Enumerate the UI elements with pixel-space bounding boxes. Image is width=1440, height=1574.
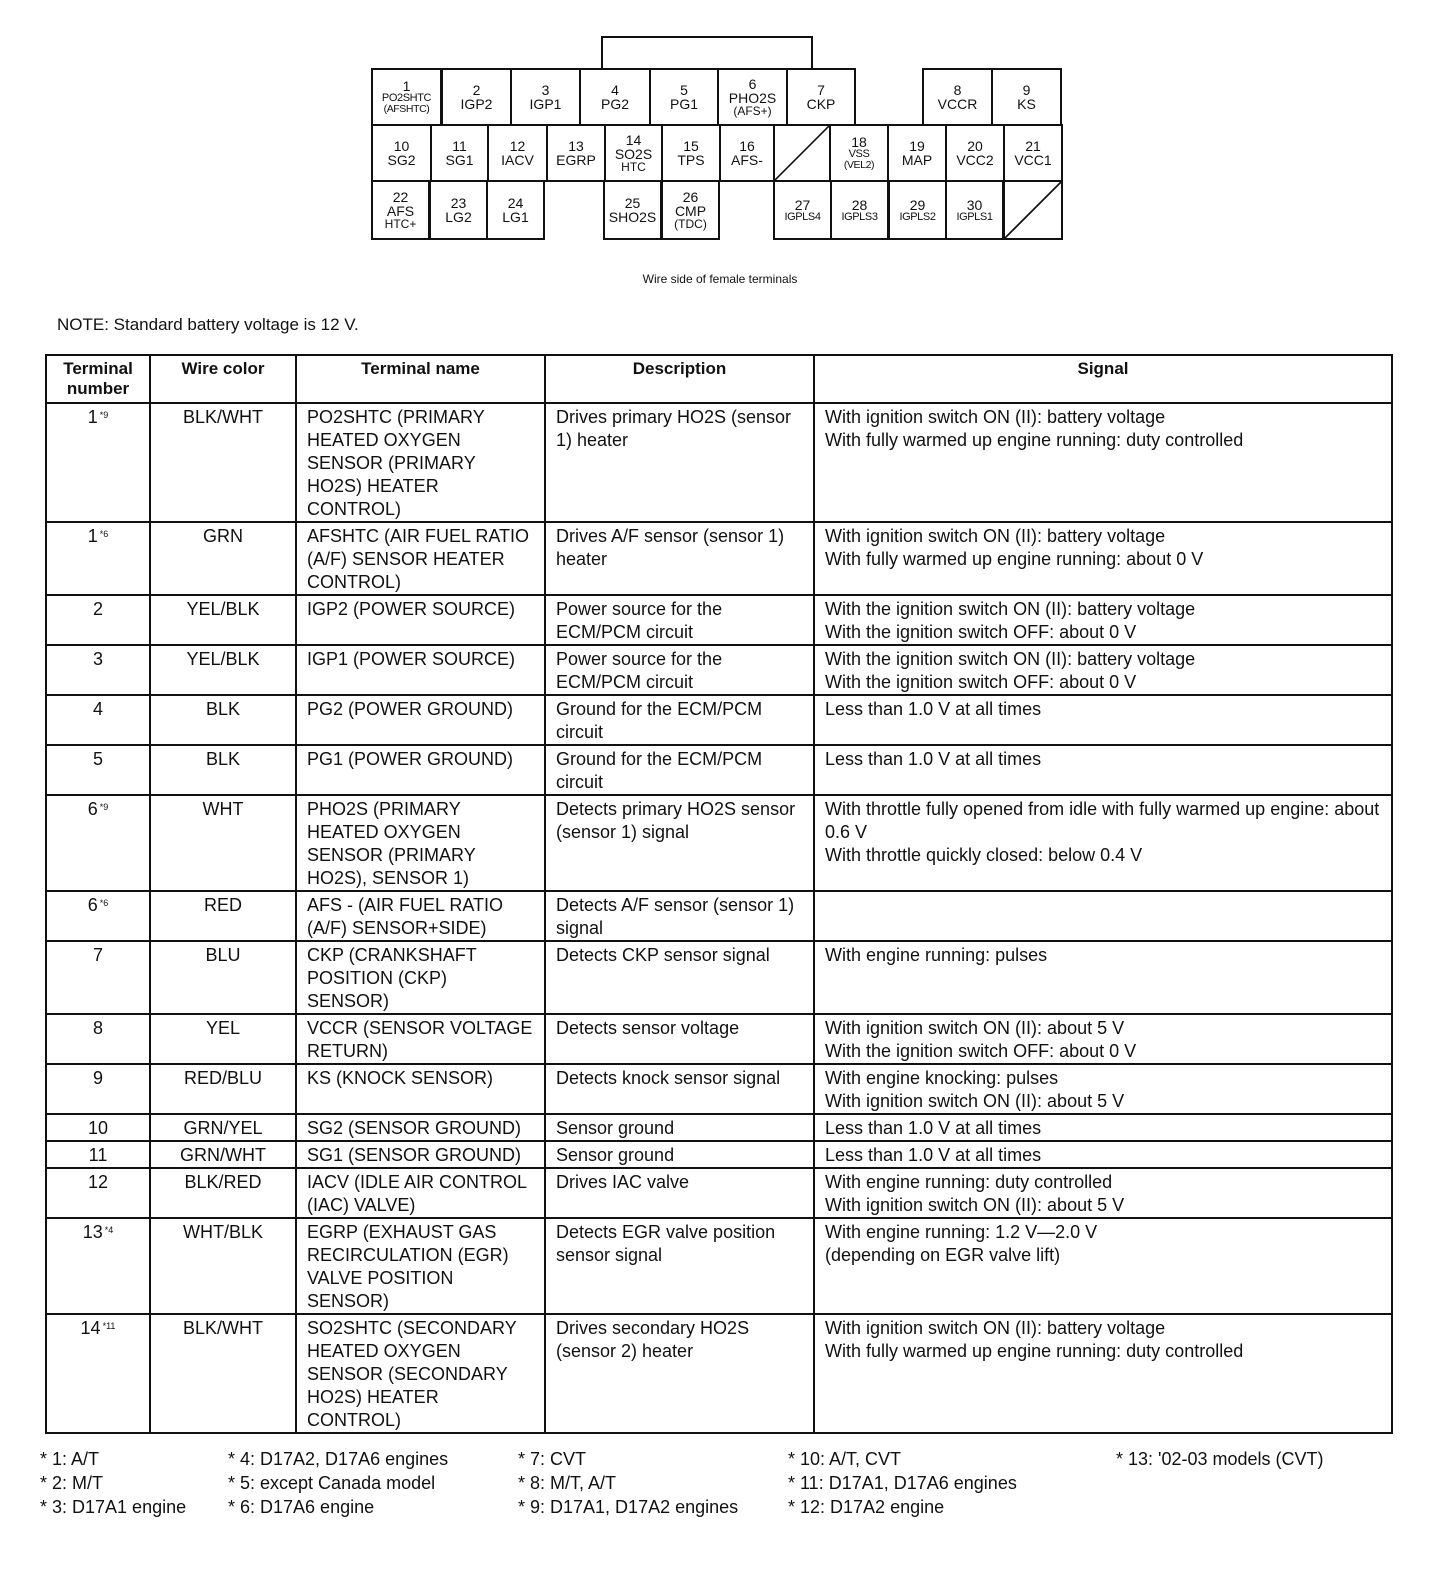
cell-wire-color: WHT: [150, 795, 296, 891]
signal-line: With ignition switch ON (II): battery voltage: [825, 526, 1166, 546]
footnote-item: * 2: M/T: [40, 1473, 104, 1493]
terminal-number-value: 8: [92, 1018, 103, 1038]
cell-signal: [814, 891, 1392, 941]
header-wire-color: Wire color: [150, 355, 296, 403]
cell-description: Power source for the ECM/PCM circuit: [545, 595, 814, 645]
terminal-number-value: 9: [92, 1068, 103, 1088]
terminal-label: IGPLS1: [956, 210, 993, 223]
diagram-caption: Wire side of female terminals: [642, 272, 798, 286]
terminal-number: 26: [682, 189, 699, 205]
signal-line: With fully warmed up engine running: about 0 V: [825, 549, 1204, 569]
connector-terminal-15: [661, 124, 721, 182]
terminal-label: IACV: [501, 152, 534, 168]
footnote-item: * 7: CVT: [518, 1449, 587, 1469]
connector-blank-17: [773, 124, 831, 182]
cell-description: Drives IAC valve: [545, 1168, 814, 1218]
signal-line: Less than 1.0 V at all times: [825, 749, 1042, 769]
footnote-item: * 12: D17A2 engine: [788, 1497, 945, 1517]
connector-terminal-7: [786, 68, 856, 126]
signal-line: With engine running: pulses: [825, 945, 1048, 965]
footnote-mark: *11: [102, 1321, 116, 1331]
cell-wire-color: RED: [150, 891, 296, 941]
terminal-label: HTC: [621, 160, 646, 174]
connector-terminal-6: [717, 68, 788, 126]
terminal-number-value: 2: [92, 599, 103, 619]
terminal-number: 27: [794, 196, 811, 213]
cell-wire-color: RED/BLU: [150, 1064, 296, 1114]
connector-terminal-2: [441, 68, 512, 126]
terminal-number: 20: [967, 138, 983, 154]
cell-signal: [814, 1218, 1392, 1314]
terminal-number: 16: [739, 138, 755, 154]
cell-terminal-name: EGRP (EXHAUST GAS RECIRCULATION (EGR) VALVE POSITION SENSOR): [296, 1218, 545, 1314]
terminal-number-value: 1: [87, 407, 98, 427]
terminal-number-value: 12: [87, 1172, 109, 1192]
cell-terminal-number: [46, 1014, 150, 1064]
connector-terminal-13: [546, 124, 606, 182]
terminal-label: (VEL2): [843, 159, 875, 172]
terminal-number: 10: [393, 138, 410, 154]
connector-terminal-5: [649, 68, 719, 126]
cell-wire-color: YEL/BLK: [150, 595, 296, 645]
cell-terminal-number: [46, 695, 150, 745]
table-row: [46, 1064, 1392, 1114]
header-terminal-number: Terminal number: [46, 355, 150, 403]
footnote-item: * 1: A/T: [40, 1449, 100, 1469]
table-row: [46, 522, 1392, 595]
cell-signal: [814, 1014, 1392, 1064]
terminal-number: 11: [452, 138, 467, 154]
terminal-label: IGPLS4: [784, 210, 821, 223]
cell-terminal-name: SO2SHTC (SECONDARY HEATED OXYGEN SENSOR (SECONDARY HO2S) HEATER CONTROL): [296, 1314, 545, 1433]
cell-description: Sensor ground: [545, 1114, 814, 1141]
connector-blank-31: [1003, 180, 1063, 240]
connector-terminal-9: [991, 68, 1062, 126]
connector-terminal-27: [773, 180, 832, 240]
connector-terminal-18: [829, 124, 889, 182]
terminal-label: CKP: [806, 96, 836, 112]
footnote-mark: *6: [99, 898, 109, 908]
cell-terminal-name: CKP (CRANKSHAFT POSITION (CKP) SENSOR): [296, 941, 545, 1014]
cell-description: Detects A/F sensor (sensor 1) signal: [545, 891, 814, 941]
cell-signal: [814, 745, 1392, 795]
terminal-number: 22: [392, 189, 409, 205]
cell-terminal-name: KS (KNOCK SENSOR): [296, 1064, 545, 1114]
table-row: [46, 1314, 1392, 1433]
cell-terminal-number: [46, 941, 150, 1014]
footnote-item: * 8: M/T, A/T: [518, 1473, 617, 1493]
terminal-number: 2: [472, 82, 481, 98]
terminal-number-value: 14: [80, 1318, 101, 1338]
terminal-label: (TDC): [674, 217, 707, 231]
cell-wire-color: BLK/WHT: [150, 403, 296, 522]
signal-line: (depending on EGR valve lift): [825, 1245, 1061, 1265]
terminal-label: IGP2: [460, 96, 493, 112]
footnote-item: * 9: D17A1, D17A2 engines: [518, 1497, 739, 1517]
terminal-label: IGPLS2: [899, 210, 936, 223]
cell-wire-color: BLK: [150, 745, 296, 795]
cell-description: Detects CKP sensor signal: [545, 941, 814, 1014]
cell-signal: [814, 522, 1392, 595]
cell-terminal-name: SG1 (SENSOR GROUND): [296, 1141, 545, 1168]
terminal-label: VSS: [848, 148, 870, 161]
signal-line: With ignition switch ON (II): battery voltage: [825, 1318, 1166, 1338]
cell-description: Drives primary HO2S (sensor 1) heater: [545, 403, 814, 522]
cell-wire-color: BLK/RED: [150, 1168, 296, 1218]
terminal-label: SG2: [387, 152, 416, 168]
table-row: [46, 891, 1392, 941]
signal-line: With the ignition switch ON (II): battery voltage: [825, 599, 1196, 619]
connector-terminal-14: [604, 124, 663, 182]
cell-terminal-name: SG2 (SENSOR GROUND): [296, 1114, 545, 1141]
cell-terminal-number: [46, 1141, 150, 1168]
terminal-label: VCC1: [1014, 152, 1052, 168]
cell-terminal-name: PG2 (POWER GROUND): [296, 695, 545, 745]
cell-terminal-name: VCCR (SENSOR VOLTAGE RETURN): [296, 1014, 545, 1064]
cell-description: Drives A/F sensor (sensor 1) heater: [545, 522, 814, 595]
footnote-item: * 11: D17A1, D17A6 engines: [788, 1473, 1017, 1493]
terminal-number: 3: [541, 82, 550, 98]
table-row: [46, 595, 1392, 645]
connector-terminal-21: [1003, 124, 1063, 182]
footnote-item: * 10: A/T, CVT: [788, 1449, 902, 1469]
connector-terminal-24: [486, 180, 545, 240]
cell-terminal-name: AFS - (AIR FUEL RATIO (A/F) SENSOR+SIDE): [296, 891, 545, 941]
terminal-label: SG1: [445, 152, 474, 168]
cell-signal: [814, 795, 1392, 891]
signal-line: With the ignition switch ON (II): battery voltage: [825, 649, 1196, 669]
cell-wire-color: YEL: [150, 1014, 296, 1064]
table-row: [46, 1141, 1392, 1168]
cell-terminal-name: IGP2 (POWER SOURCE): [296, 595, 545, 645]
cell-signal: [814, 403, 1392, 522]
signal-line: With the ignition switch OFF: about 0 V: [825, 622, 1137, 642]
connector-terminal-11: [430, 124, 489, 182]
terminal-number: 28: [851, 196, 868, 213]
connector-terminal-19: [887, 124, 947, 182]
terminal-label: (AFS+): [733, 104, 772, 118]
terminal-label: EGRP: [556, 152, 596, 168]
connector-terminal-22: [371, 180, 430, 240]
cell-description: Detects primary HO2S sensor (sensor 1) signal: [545, 795, 814, 891]
terminal-label: CMP: [674, 203, 707, 219]
footnotes: [40, 1448, 1400, 1528]
cell-terminal-number: [46, 1168, 150, 1218]
terminal-label: VCC2: [956, 152, 994, 168]
table-row: [46, 1218, 1392, 1314]
footnote-mark: *6: [99, 529, 109, 539]
terminal-label: SO2S: [614, 146, 653, 162]
terminal-number-value: 1: [87, 526, 98, 546]
terminal-number-value: 13: [82, 1222, 103, 1242]
terminal-label: IGPLS3: [841, 210, 878, 223]
connector-terminal-16: [719, 124, 775, 182]
cell-wire-color: GRN/YEL: [150, 1114, 296, 1141]
cell-terminal-name: PHO2S (PRIMARY HEATED OXYGEN SENSOR (PRIMARY HO2S), SENSOR 1): [296, 795, 545, 891]
terminal-number: 1: [402, 78, 411, 95]
connector-terminal-30: [945, 180, 1004, 240]
signal-line: With throttle quickly closed: below 0.4 V: [825, 845, 1143, 865]
terminal-number: 18: [851, 134, 867, 151]
terminal-label: AFS: [386, 203, 415, 219]
cell-terminal-name: PG1 (POWER GROUND): [296, 745, 545, 795]
signal-line: With ignition switch ON (II): about 5 V: [825, 1018, 1125, 1038]
signal-line: With ignition switch ON (II): battery voltage: [825, 407, 1166, 427]
terminal-label: AFS-: [731, 152, 763, 168]
signal-line: With engine running: 1.2 V—2.0 V: [825, 1222, 1098, 1242]
header-description: Description: [545, 355, 814, 403]
table-row: [46, 745, 1392, 795]
cell-wire-color: GRN: [150, 522, 296, 595]
terminal-number: 4: [611, 82, 619, 98]
signal-line: With fully warmed up engine running: duty controlled: [825, 1341, 1244, 1361]
cell-signal: [814, 1314, 1392, 1433]
battery-voltage-note: NOTE: Standard battery voltage is 12 V.: [57, 315, 359, 334]
terminal-label: HTC+: [384, 217, 417, 231]
cell-description: Power source for the ECM/PCM circuit: [545, 645, 814, 695]
terminal-number-value: 6: [87, 895, 98, 915]
cell-terminal-number: [46, 1218, 150, 1314]
terminal-number: 7: [817, 82, 825, 98]
footnote-item: * 3: D17A1 engine: [40, 1497, 187, 1517]
cell-terminal-number: [46, 745, 150, 795]
cell-terminal-name: IGP1 (POWER SOURCE): [296, 645, 545, 695]
terminal-number: 29: [909, 196, 926, 213]
terminal-label: IGP1: [529, 96, 562, 112]
cell-terminal-name: IACV (IDLE AIR CONTROL (IAC) VALVE): [296, 1168, 545, 1218]
cell-wire-color: BLK/WHT: [150, 1314, 296, 1433]
signal-line: With the ignition switch OFF: about 0 V: [825, 1041, 1137, 1061]
footnote-mark: *9: [99, 410, 109, 420]
terminal-label: PG1: [669, 96, 698, 112]
cell-signal: [814, 1114, 1392, 1141]
terminal-number-value: 6: [87, 799, 98, 819]
signal-line: With throttle fully opened from idle with fully warmed up engine: about 0.6 V: [825, 799, 1380, 842]
terminal-label: TPS: [677, 152, 705, 168]
cell-terminal-number: [46, 1114, 150, 1141]
connector-terminal-25: [603, 180, 662, 240]
terminal-label: PHO2S: [728, 90, 777, 106]
table-row: [46, 645, 1392, 695]
connector-lock-tab: [601, 36, 813, 69]
terminal-number: 13: [568, 138, 584, 154]
terminal-number-value: 3: [92, 649, 103, 669]
terminal-label: SHO2S: [608, 209, 657, 225]
terminal-number: 24: [507, 195, 524, 211]
cell-terminal-name: AFSHTC (AIR FUEL RATIO (A/F) SENSOR HEATER CONTROL): [296, 522, 545, 595]
terminal-label: PG2: [600, 96, 629, 112]
terminal-label: KS: [1017, 96, 1036, 112]
cell-description: Drives secondary HO2S (sensor 2) heater: [545, 1314, 814, 1433]
cell-terminal-number: [46, 1314, 150, 1433]
terminal-spec-table: [45, 354, 1393, 1434]
cell-description: Detects knock sensor signal: [545, 1064, 814, 1114]
connector-terminal-28: [830, 180, 889, 240]
terminal-number: 21: [1025, 138, 1041, 154]
signal-line: Less than 1.0 V at all times: [825, 1118, 1042, 1138]
cell-signal: [814, 1141, 1392, 1168]
cell-terminal-number: [46, 403, 150, 522]
header-signal: Signal: [814, 355, 1392, 403]
connector-terminal-12: [487, 124, 548, 182]
table-row: [46, 1014, 1392, 1064]
terminal-label: MAP: [901, 152, 933, 168]
cell-wire-color: BLU: [150, 941, 296, 1014]
terminal-number-value: 4: [92, 699, 103, 719]
footnote-item: * 5: except Canada model: [228, 1473, 436, 1493]
cell-signal: [814, 695, 1392, 745]
terminal-number: 5: [680, 82, 688, 98]
connector-terminal-10: [371, 124, 432, 182]
terminal-number: 30: [966, 196, 983, 213]
cell-terminal-number: [46, 595, 150, 645]
terminal-number: 19: [909, 138, 925, 154]
table-row: [46, 941, 1392, 1014]
cell-wire-color: BLK: [150, 695, 296, 745]
header-terminal-name: Terminal name: [296, 355, 545, 403]
connector-terminal-8: [922, 68, 993, 126]
cell-terminal-number: [46, 891, 150, 941]
terminal-label: LG2: [445, 209, 472, 225]
cell-signal: [814, 1168, 1392, 1218]
table-row: [46, 795, 1392, 891]
connector-terminal-3: [510, 68, 581, 126]
terminal-number: 9: [1022, 82, 1031, 98]
terminal-number-value: 5: [92, 749, 103, 769]
signal-line: With the ignition switch OFF: about 0 V: [825, 672, 1137, 692]
terminal-number: 14: [625, 132, 642, 148]
signal-line: With ignition switch ON (II): about 5 V: [825, 1195, 1125, 1215]
terminal-number-value: 7: [92, 945, 103, 965]
connector-terminal-1: [371, 68, 442, 126]
table-row: [46, 1168, 1392, 1218]
table-header-row: [46, 355, 1392, 403]
cell-terminal-number: [46, 1064, 150, 1114]
signal-line: With engine knocking: pulses: [825, 1068, 1059, 1088]
signal-line: Less than 1.0 V at all times: [825, 1145, 1042, 1165]
terminal-number-value: 10: [87, 1118, 109, 1138]
terminal-label: PO2SHTC: [381, 92, 432, 105]
terminal-number: 6: [748, 76, 757, 92]
terminal-number-value: 11: [88, 1145, 108, 1165]
signal-line: With ignition switch ON (II): about 5 V: [825, 1091, 1125, 1111]
cell-description: Ground for the ECM/PCM circuit: [545, 695, 814, 745]
cell-description: Sensor ground: [545, 1141, 814, 1168]
terminal-number: 12: [509, 138, 526, 154]
footnote-item: * 6: D17A6 engine: [228, 1497, 375, 1517]
cell-wire-color: WHT/BLK: [150, 1218, 296, 1314]
cell-signal: [814, 941, 1392, 1014]
connector-terminal-20: [945, 124, 1005, 182]
connector-terminal-26: [661, 180, 720, 240]
footnote-item: * 4: D17A2, D17A6 engines: [228, 1449, 449, 1469]
cell-terminal-name: PO2SHTC (PRIMARY HEATED OXYGEN SENSOR (PRIMARY HO2S) HEATER CONTROL): [296, 403, 545, 522]
terminal-label: (AFSHTC): [383, 103, 430, 116]
terminal-number: 8: [953, 82, 962, 98]
signal-line: With engine running: duty controlled: [825, 1172, 1113, 1192]
terminal-number: 25: [624, 195, 641, 211]
cell-terminal-number: [46, 795, 150, 891]
cell-description: Detects sensor voltage: [545, 1014, 814, 1064]
signal-line: With fully warmed up engine running: duty controlled: [825, 430, 1244, 450]
terminal-label: VCCR: [937, 96, 978, 112]
cell-wire-color: YEL/BLK: [150, 645, 296, 695]
terminal-number: 15: [683, 138, 699, 154]
cell-terminal-number: [46, 645, 150, 695]
cell-wire-color: GRN/WHT: [150, 1141, 296, 1168]
footnote-item: * 13: '02-03 models (CVT): [1116, 1449, 1324, 1469]
connector-terminal-4: [579, 68, 651, 126]
terminal-label: LG1: [502, 209, 529, 225]
footnote-mark: *4: [104, 1225, 114, 1235]
cell-signal: [814, 595, 1392, 645]
cell-description: Detects EGR valve position sensor signal: [545, 1218, 814, 1314]
cell-terminal-number: [46, 522, 150, 595]
table-row: [46, 403, 1392, 522]
table-row: [46, 695, 1392, 745]
terminal-number: 23: [450, 195, 467, 211]
footnote-mark: *9: [99, 802, 109, 812]
cell-description: Ground for the ECM/PCM circuit: [545, 745, 814, 795]
connector-terminal-29: [888, 180, 947, 240]
table-row: [46, 1114, 1392, 1141]
cell-signal: [814, 645, 1392, 695]
signal-line: Less than 1.0 V at all times: [825, 699, 1042, 719]
cell-signal: [814, 1064, 1392, 1114]
connector-terminal-23: [429, 180, 488, 240]
connector-diagram: [371, 36, 1063, 240]
